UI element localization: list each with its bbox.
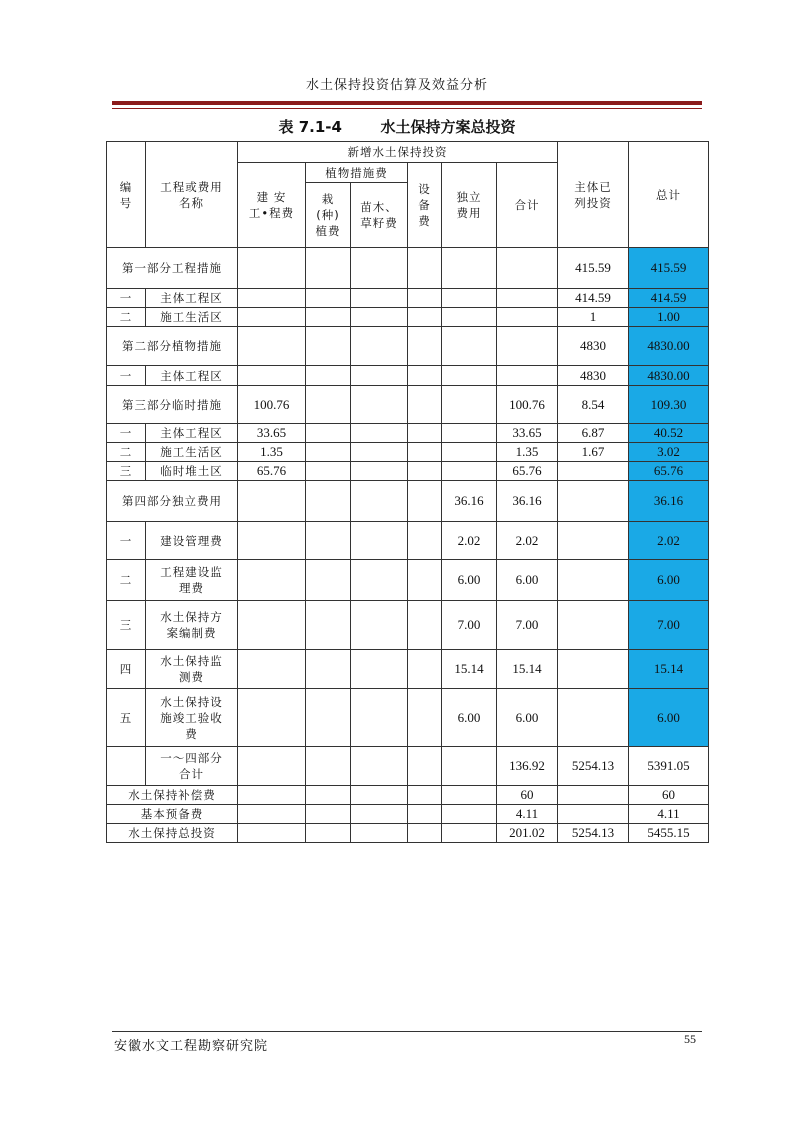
cell-zongji: 415.59 bbox=[629, 248, 709, 289]
cell-duli: 36.16 bbox=[442, 481, 497, 522]
cell-shebei bbox=[408, 522, 442, 560]
row-label: 第三部分临时措施 bbox=[107, 386, 238, 424]
cell-shebei bbox=[408, 481, 442, 522]
cell-duli bbox=[442, 327, 497, 366]
cell-duli: 6.00 bbox=[442, 560, 497, 601]
header-text-name: 工程或费用 名称 bbox=[160, 179, 223, 210]
cell-zhuti: 415.59 bbox=[558, 248, 629, 289]
cell-zhuti: 1 bbox=[558, 308, 629, 327]
cell-zaizhong bbox=[306, 308, 351, 327]
cell-jianan bbox=[238, 824, 306, 843]
cell-jianan bbox=[238, 601, 306, 650]
table-row bbox=[107, 560, 709, 601]
cell-duli bbox=[442, 386, 497, 424]
cell-zhuti bbox=[558, 650, 629, 689]
cell-zaizhong bbox=[306, 424, 351, 443]
table-row bbox=[107, 805, 709, 824]
row-label: 水土保持监 测费 bbox=[146, 650, 238, 689]
cell-miaomu bbox=[351, 560, 408, 601]
header-name bbox=[146, 142, 238, 248]
cell-zhuti: 414.59 bbox=[558, 289, 629, 308]
table-row bbox=[107, 289, 709, 308]
cell-zhuti: 8.54 bbox=[558, 386, 629, 424]
cell-duli: 15.14 bbox=[442, 650, 497, 689]
cell-zongji: 4830.00 bbox=[629, 327, 709, 366]
cell-duli bbox=[442, 462, 497, 481]
cell-zaizhong bbox=[306, 601, 351, 650]
cell-miaomu bbox=[351, 289, 408, 308]
cell-heji bbox=[497, 366, 558, 386]
cell-heji bbox=[497, 289, 558, 308]
header-text-zhiwu: 植物措施费 bbox=[325, 165, 388, 180]
cell-shebei bbox=[408, 443, 442, 462]
header-text-jianan: 建 安 工•程费 bbox=[248, 190, 295, 220]
cell-shebei bbox=[408, 462, 442, 481]
cell-heji: 6.00 bbox=[497, 560, 558, 601]
cell-zongji: 4830.00 bbox=[629, 366, 709, 386]
cell-shebei bbox=[408, 601, 442, 650]
row-index: 二 bbox=[107, 443, 146, 462]
cell-duli bbox=[442, 747, 497, 786]
cell-zaizhong bbox=[306, 786, 351, 805]
cell-heji bbox=[497, 308, 558, 327]
table-number: 表 7.1-4 bbox=[278, 118, 342, 136]
cell-zongji: 2.02 bbox=[629, 522, 709, 560]
table-row bbox=[107, 327, 709, 366]
cell-miaomu bbox=[351, 747, 408, 786]
table-row bbox=[107, 248, 709, 289]
header-text-duli: 独立 费用 bbox=[456, 190, 482, 220]
row-index: 一 bbox=[107, 366, 146, 386]
cell-heji: 15.14 bbox=[497, 650, 558, 689]
cell-shebei bbox=[408, 650, 442, 689]
cell-miaomu bbox=[351, 522, 408, 560]
table-row bbox=[107, 522, 709, 560]
row-index bbox=[107, 747, 146, 786]
header-text-shebei: 设 备 费 bbox=[418, 182, 431, 228]
cell-shebei bbox=[408, 824, 442, 843]
header-construction bbox=[238, 163, 306, 248]
footer-rule bbox=[112, 1031, 702, 1032]
cell-zhuti: 4830 bbox=[558, 366, 629, 386]
cell-miaomu bbox=[351, 786, 408, 805]
table-row bbox=[107, 386, 709, 424]
table-row bbox=[107, 786, 709, 805]
header-text-zhuti: 主体已 列投资 bbox=[574, 179, 612, 210]
cell-miaomu bbox=[351, 308, 408, 327]
header-text-zongji: 总计 bbox=[656, 187, 681, 202]
cell-shebei bbox=[408, 786, 442, 805]
cell-jianan: 65.76 bbox=[238, 462, 306, 481]
row-label: 第二部分植物措施 bbox=[107, 327, 238, 366]
cell-zhuti: 6.87 bbox=[558, 424, 629, 443]
cell-jianan bbox=[238, 689, 306, 747]
cell-zhuti bbox=[558, 689, 629, 747]
cell-heji bbox=[497, 327, 558, 366]
table-row bbox=[107, 601, 709, 650]
cell-shebei bbox=[408, 805, 442, 824]
header-plant-measures bbox=[306, 163, 408, 183]
cell-zongji: 36.16 bbox=[629, 481, 709, 522]
cell-zaizhong bbox=[306, 289, 351, 308]
header-text-xinzeng: 新增水土保持投资 bbox=[347, 145, 448, 159]
cell-zongji: 109.30 bbox=[629, 386, 709, 424]
header-independent bbox=[442, 163, 497, 248]
cell-zhuti bbox=[558, 560, 629, 601]
cell-zaizhong bbox=[306, 689, 351, 747]
cell-jianan bbox=[238, 481, 306, 522]
cell-zaizhong bbox=[306, 386, 351, 424]
cell-zhuti bbox=[558, 805, 629, 824]
cell-jianan bbox=[238, 366, 306, 386]
cell-jianan bbox=[238, 805, 306, 824]
cell-miaomu bbox=[351, 650, 408, 689]
table-row bbox=[107, 424, 709, 443]
row-label: 第四部分独立费用 bbox=[107, 481, 238, 522]
cell-shebei bbox=[408, 366, 442, 386]
cell-heji: 136.92 bbox=[497, 747, 558, 786]
table-row bbox=[107, 747, 709, 786]
cell-zaizhong bbox=[306, 747, 351, 786]
cell-jianan: 100.76 bbox=[238, 386, 306, 424]
cell-miaomu bbox=[351, 601, 408, 650]
cell-miaomu bbox=[351, 805, 408, 824]
header-rule-thin bbox=[112, 108, 702, 109]
header-text-miaomu: 苗木、 草籽费 bbox=[360, 200, 398, 230]
cell-zongji: 65.76 bbox=[629, 462, 709, 481]
cell-jianan bbox=[238, 327, 306, 366]
row-label: 主体工程区 bbox=[146, 424, 238, 443]
table-row bbox=[107, 308, 709, 327]
cell-shebei bbox=[408, 308, 442, 327]
table-caption bbox=[0, 116, 794, 137]
cell-zaizhong bbox=[306, 248, 351, 289]
cell-miaomu bbox=[351, 248, 408, 289]
cell-zhuti bbox=[558, 522, 629, 560]
cell-zaizhong bbox=[306, 805, 351, 824]
cell-shebei bbox=[408, 747, 442, 786]
cell-heji: 100.76 bbox=[497, 386, 558, 424]
cell-zhuti bbox=[558, 601, 629, 650]
table-row bbox=[107, 650, 709, 689]
cell-duli bbox=[442, 289, 497, 308]
row-label: 水土保持总投资 bbox=[107, 824, 238, 843]
cell-shebei bbox=[408, 424, 442, 443]
table-row bbox=[107, 481, 709, 522]
cell-zaizhong bbox=[306, 650, 351, 689]
table-row bbox=[107, 824, 709, 843]
cell-miaomu bbox=[351, 481, 408, 522]
cell-zhuti bbox=[558, 786, 629, 805]
cell-zaizhong bbox=[306, 327, 351, 366]
cell-zongji: 4.11 bbox=[629, 805, 709, 824]
row-label: 水土保持方 案编制费 bbox=[146, 601, 238, 650]
cell-duli bbox=[442, 443, 497, 462]
cell-duli: 6.00 bbox=[442, 689, 497, 747]
row-label: 施工生活区 bbox=[146, 443, 238, 462]
row-index: 一 bbox=[107, 522, 146, 560]
cell-miaomu bbox=[351, 424, 408, 443]
cell-duli bbox=[442, 308, 497, 327]
cell-zongji: 6.00 bbox=[629, 560, 709, 601]
cell-zhuti bbox=[558, 462, 629, 481]
row-index: 四 bbox=[107, 650, 146, 689]
row-index: 三 bbox=[107, 462, 146, 481]
cell-heji: 65.76 bbox=[497, 462, 558, 481]
row-label: 施工生活区 bbox=[146, 308, 238, 327]
row-label: 水土保持补偿费 bbox=[107, 786, 238, 805]
cell-zhuti: 5254.13 bbox=[558, 747, 629, 786]
cell-miaomu bbox=[351, 689, 408, 747]
cell-zongji: 3.02 bbox=[629, 443, 709, 462]
row-label: 主体工程区 bbox=[146, 289, 238, 308]
cell-jianan bbox=[238, 560, 306, 601]
row-index: 二 bbox=[107, 308, 146, 327]
cell-jianan bbox=[238, 650, 306, 689]
cell-zaizhong bbox=[306, 462, 351, 481]
cell-zhuti: 4830 bbox=[558, 327, 629, 366]
cell-shebei bbox=[408, 386, 442, 424]
header-total bbox=[629, 142, 709, 248]
cell-miaomu bbox=[351, 462, 408, 481]
running-header: 水土保持投资估算及效益分析 bbox=[305, 78, 488, 93]
cell-duli bbox=[442, 805, 497, 824]
cell-miaomu bbox=[351, 386, 408, 424]
footer-organization: 安徽水文工程勘察研究院 bbox=[114, 1039, 269, 1054]
row-label: 水土保持设 施竣工验收 费 bbox=[146, 689, 238, 747]
row-index: 二 bbox=[107, 560, 146, 601]
cell-jianan: 1.35 bbox=[238, 443, 306, 462]
row-label: 工程建设监 理费 bbox=[146, 560, 238, 601]
cell-heji: 60 bbox=[497, 786, 558, 805]
cell-zhuti: 1.67 bbox=[558, 443, 629, 462]
cell-zaizhong bbox=[306, 560, 351, 601]
cell-shebei bbox=[408, 560, 442, 601]
cell-zongji: 60 bbox=[629, 786, 709, 805]
cell-zaizhong bbox=[306, 824, 351, 843]
table-row bbox=[107, 462, 709, 481]
cell-zhuti: 5254.13 bbox=[558, 824, 629, 843]
cell-heji: 201.02 bbox=[497, 824, 558, 843]
cell-heji: 33.65 bbox=[497, 424, 558, 443]
cell-duli bbox=[442, 824, 497, 843]
row-label: 主体工程区 bbox=[146, 366, 238, 386]
header-new-investment bbox=[238, 142, 558, 163]
cell-miaomu bbox=[351, 366, 408, 386]
cell-jianan bbox=[238, 308, 306, 327]
cell-duli bbox=[442, 786, 497, 805]
row-index: 一 bbox=[107, 289, 146, 308]
cell-zongji: 414.59 bbox=[629, 289, 709, 308]
row-label: 第一部分工程措施 bbox=[107, 248, 238, 289]
cell-zaizhong bbox=[306, 522, 351, 560]
cell-duli: 7.00 bbox=[442, 601, 497, 650]
table-title: 水土保持方案总投资 bbox=[380, 118, 516, 136]
header-main-listed bbox=[558, 142, 629, 248]
cell-zongji: 1.00 bbox=[629, 308, 709, 327]
cell-zongji: 5391.05 bbox=[629, 747, 709, 786]
header-planting bbox=[306, 183, 351, 248]
cell-zongji: 15.14 bbox=[629, 650, 709, 689]
cell-shebei bbox=[408, 689, 442, 747]
table-row bbox=[107, 443, 709, 462]
cell-miaomu bbox=[351, 327, 408, 366]
cell-zaizhong bbox=[306, 481, 351, 522]
table-row bbox=[107, 689, 709, 747]
cell-zongji: 6.00 bbox=[629, 689, 709, 747]
header-rule-thick bbox=[112, 101, 702, 105]
cell-jianan bbox=[238, 248, 306, 289]
row-index: 五 bbox=[107, 689, 146, 747]
cell-heji: 1.35 bbox=[497, 443, 558, 462]
cell-jianan: 33.65 bbox=[238, 424, 306, 443]
header-subtotal bbox=[497, 163, 558, 248]
cell-shebei bbox=[408, 289, 442, 308]
cell-heji bbox=[497, 248, 558, 289]
cell-jianan bbox=[238, 786, 306, 805]
cell-zaizhong bbox=[306, 443, 351, 462]
cell-heji: 6.00 bbox=[497, 689, 558, 747]
cell-shebei bbox=[408, 248, 442, 289]
cell-jianan bbox=[238, 747, 306, 786]
row-label: 建设管理费 bbox=[146, 522, 238, 560]
cell-jianan bbox=[238, 289, 306, 308]
cell-miaomu bbox=[351, 824, 408, 843]
row-label: 基本预备费 bbox=[107, 805, 238, 824]
cell-heji: 7.00 bbox=[497, 601, 558, 650]
row-index: 一 bbox=[107, 424, 146, 443]
investment-table bbox=[106, 141, 709, 843]
header-id bbox=[107, 142, 146, 248]
cell-duli bbox=[442, 248, 497, 289]
cell-miaomu bbox=[351, 443, 408, 462]
cell-duli bbox=[442, 424, 497, 443]
cell-zhuti bbox=[558, 481, 629, 522]
table-row bbox=[107, 366, 709, 386]
cell-shebei bbox=[408, 327, 442, 366]
page-number: 55 bbox=[684, 1032, 696, 1046]
cell-zongji: 5455.15 bbox=[629, 824, 709, 843]
cell-heji: 2.02 bbox=[497, 522, 558, 560]
header-text-zaizhong: 栽 (种) 植费 bbox=[315, 192, 341, 238]
cell-zongji: 7.00 bbox=[629, 601, 709, 650]
cell-heji: 36.16 bbox=[497, 481, 558, 522]
cell-zaizhong bbox=[306, 366, 351, 386]
cell-duli: 2.02 bbox=[442, 522, 497, 560]
header-text-heji: 合计 bbox=[514, 198, 540, 212]
header-seedlings bbox=[351, 183, 408, 248]
row-label: 一～四部分 合计 bbox=[146, 747, 238, 786]
cell-duli bbox=[442, 366, 497, 386]
cell-heji: 4.11 bbox=[497, 805, 558, 824]
header-equipment bbox=[408, 163, 442, 248]
row-label: 临时堆土区 bbox=[146, 462, 238, 481]
row-index: 三 bbox=[107, 601, 146, 650]
cell-zongji: 40.52 bbox=[629, 424, 709, 443]
cell-jianan bbox=[238, 522, 306, 560]
header-text-bianhao: 编 号 bbox=[119, 179, 133, 210]
